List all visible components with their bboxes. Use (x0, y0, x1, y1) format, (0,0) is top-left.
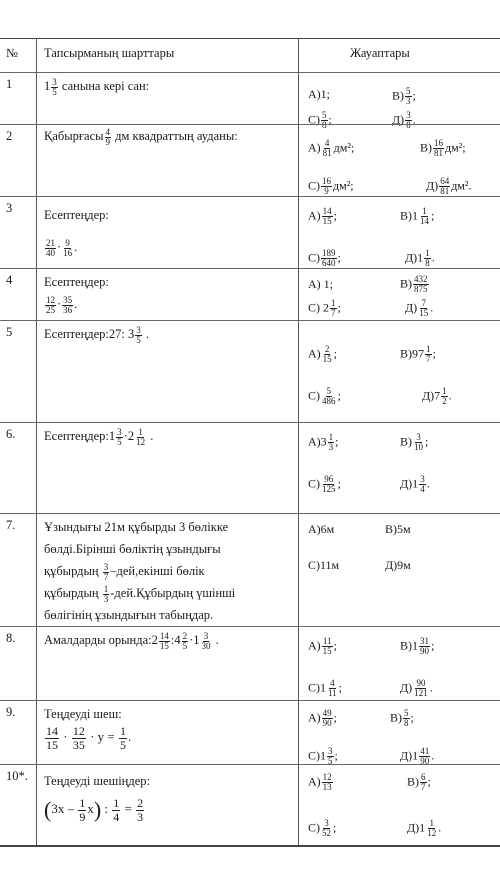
answer-option[interactable]: С)1 $\frac{4}{11}$ ; (308, 678, 343, 698)
task-text: Қабырғасы $\frac{4}{9}$ дм квадраттың ауданы: (44, 126, 238, 147)
table-row (0, 320, 500, 423)
fraction: $\frac{90}{121}$ (414, 678, 428, 698)
answer-option[interactable]: В) $\frac{5}{8}$ ; (390, 708, 414, 728)
fraction: $\frac{31}{90}$ (420, 636, 429, 656)
row-number: 4 (6, 273, 13, 287)
fraction: $\frac{12}{25}$ (46, 294, 55, 315)
fraction: $\frac{5}{8}$ (322, 110, 327, 130)
fraction: $\frac{3}{30}$ (201, 630, 211, 651)
answer-option[interactable]: С)11м (308, 558, 340, 572)
row-number: 3 (6, 201, 13, 215)
fraction: $\frac{5}{8}$ (404, 708, 409, 728)
row-number: 7. (6, 518, 16, 532)
answer-option[interactable]: В)97 $\frac{1}{7}$ ; (400, 344, 436, 364)
fraction: $\frac{41}{90}$ (420, 746, 430, 766)
answer-option[interactable]: С) $\frac{189}{640}$ ; (308, 248, 341, 268)
fraction: $\frac{3}{5}$ (328, 746, 333, 766)
answer-option[interactable]: Д) $\frac{64}{81}$ дм². (426, 176, 472, 196)
answer-option[interactable]: А)1; (308, 87, 330, 101)
fraction: $\frac{6}{7}$ (421, 772, 426, 792)
answer-option[interactable]: С) $\frac{5}{486}$ ; (308, 386, 341, 406)
row-number: 5 (6, 325, 13, 339)
fraction: $\frac{189}{640}$ (322, 248, 336, 268)
fraction: $\frac{16}{9}$ (322, 176, 331, 196)
answer-option[interactable]: С) $\frac{3}{52}$ ; (308, 818, 337, 838)
fraction: $\frac{3}{52}$ (322, 818, 331, 838)
answer-option[interactable]: С) $\frac{5}{8}$ ; (308, 110, 332, 130)
table-row (0, 764, 500, 846)
task-text: Ұзындығы 21м құбырды 3 бөлікке бөлді.Бірінші бөліктің ұзындығы құбырдың $\frac{3}{7}$ –дей,екінші бөлік құбырдың $\frac{1}{3}$ -дей.Құбырдың үшінші бөлігінің ұзындығын табыңдар. (44, 520, 236, 622)
answer-option[interactable]: В)1 $\frac{31}{90}$ ; (400, 636, 435, 656)
fraction: $\frac{4}{81}$ (322, 138, 332, 158)
answer-option[interactable]: Д) $\frac{7}{15}$ . (405, 298, 434, 318)
fraction: $\frac{49}{90}$ (322, 708, 332, 728)
answer-option[interactable]: А) $\frac{49}{90}$ ; (308, 708, 338, 728)
table-row (0, 700, 500, 765)
fraction: $\frac{1}{3}$ (328, 432, 334, 452)
fraction: $\frac{3}{5}$ (136, 324, 141, 345)
answer-option[interactable]: Д)1 $\frac{3}{4}$ . (400, 474, 430, 494)
fraction: $\frac{1}{7}$ (426, 344, 431, 364)
table-row (0, 422, 500, 514)
fraction: $\frac{1}{2}$ (442, 386, 447, 406)
answer-option[interactable]: В) $\frac{5}{3}$ ; (392, 86, 416, 106)
fraction: $\frac{12}{13}$ (322, 772, 332, 792)
fraction: $\frac{1}{4}$ (113, 795, 120, 824)
answer-option[interactable]: В)5м (385, 522, 411, 536)
answer-option[interactable]: Д)1 $\frac{41}{90}$ . (400, 746, 435, 766)
task-text: 1 $\frac{3}{5}$ санына кері сан: (44, 76, 150, 97)
header-answers: Жауаптары (350, 46, 410, 60)
answer-option[interactable]: А) $\frac{14}{15}$ ; (308, 206, 338, 226)
fraction: $\frac{64}{81}$ (440, 176, 450, 196)
task-text: Есептеңдер:27: 3 $\frac{3}{5}$ . (44, 324, 150, 345)
fraction: $\frac{5}{3}$ (406, 86, 411, 106)
fraction: $\frac{4}{9}$ (105, 126, 111, 147)
answer-option[interactable]: А) $\frac{11}{15}$ ; (308, 636, 338, 656)
fraction: $\frac{1}{5}$ (120, 724, 127, 752)
fraction: $\frac{3}{8}$ (406, 110, 411, 130)
fraction: $\frac{1}{14}$ (420, 206, 429, 226)
answer-option[interactable]: Д)1 $\frac{1}{8}$ . (405, 248, 435, 268)
row-number: 8. (6, 631, 16, 645)
table-row (0, 196, 500, 269)
fraction: $\frac{1}{8}$ (425, 248, 430, 268)
task-text: Есептеңдер: $\frac{21}{40}$ · $\frac{9}{16}$ . (44, 208, 109, 258)
row-number: 9. (6, 705, 16, 719)
answer-option[interactable]: А) 1; (308, 277, 333, 291)
fraction: $\frac{1}{7}$ (331, 298, 336, 318)
bottom-rule (0, 845, 500, 846)
fraction: $\frac{9}{16}$ (63, 237, 73, 258)
fraction: $\frac{2}{15}$ (322, 344, 332, 364)
fraction: $\frac{11}{15}$ (322, 636, 332, 656)
answer-option[interactable]: С) $\frac{96}{125}$ ; (308, 474, 341, 494)
task-text: Есептеңдер:1 $\frac{3}{5}$ ·2 $\frac{1}{12}$ . (44, 426, 154, 447)
answer-option[interactable]: А) $\frac{4}{81}$ дм²; (308, 138, 355, 158)
fraction: $\frac{14}{15}$ (159, 630, 169, 651)
answer-option[interactable]: В)1 $\frac{1}{14}$ ; (400, 206, 435, 226)
row-number: 1 (6, 77, 13, 91)
answer-option[interactable]: Д) $\frac{3}{8}$ . (392, 110, 416, 130)
fraction: $\frac{1}{3}$ (103, 583, 109, 604)
table-row (0, 513, 500, 627)
fraction: $\frac{2}{5}$ (182, 630, 188, 651)
fraction: $\frac{96}{125}$ (322, 474, 336, 494)
table-row (0, 124, 500, 197)
fraction: $\frac{14}{15}$ (46, 724, 58, 752)
answer-option[interactable]: Д) $\frac{90}{121}$ . (400, 678, 433, 698)
fraction: $\frac{12}{35}$ (72, 724, 85, 752)
answer-option[interactable]: С) $\frac{16}{9}$ дм²; (308, 176, 354, 196)
task-text: Теңдеуді шешіңдер: (3х – $\frac{1}{9}$ х) : $\frac{1}{4}$ = $\frac{2}{3}$ (44, 774, 151, 824)
answer-option[interactable]: С)1 $\frac{3}{5}$ ; (308, 746, 338, 766)
answer-option[interactable]: А)3 $\frac{1}{3}$ ; (308, 432, 339, 452)
fraction: $\frac{5}{486}$ (322, 386, 336, 406)
row-number: 10*. (6, 769, 28, 783)
fraction: $\frac{14}{15}$ (322, 206, 332, 226)
table-row (0, 72, 500, 130)
fraction: $\frac{3}{7}$ (103, 561, 109, 582)
fraction: $\frac{432}{875}$ (414, 274, 428, 294)
table-row (0, 268, 500, 321)
table-row (0, 626, 500, 701)
fraction: $\frac{35}{36}$ (63, 294, 73, 315)
answer-option[interactable]: А) $\frac{2}{15}$ ; (308, 344, 338, 364)
task-text: Амалдарды орында:2 $\frac{14}{15}$ :4 $\frac{2}{5}$ ·1 $\frac{3}{30}$ . (44, 630, 219, 651)
header-task: Тапсырманың шарттары (44, 46, 175, 60)
answer-option[interactable]: Д)9м (385, 558, 411, 572)
answer-option[interactable]: В) $\frac{16}{81}$ дм²; (420, 138, 466, 158)
fraction: $\frac{3}{4}$ (420, 474, 425, 494)
fraction: $\frac{21}{40}$ (46, 237, 55, 258)
answer-option[interactable]: В) $\frac{6}{7}$ ; (407, 772, 431, 792)
fraction: $\frac{1}{9}$ (79, 795, 86, 824)
fraction: $\frac{3}{5}$ (52, 76, 57, 97)
answer-option[interactable]: Д)1 $\frac{1}{12}$ . (407, 818, 442, 838)
answer-option[interactable]: А) $\frac{12}{13}$ (308, 772, 332, 792)
fraction: $\frac{1}{12}$ (427, 818, 437, 838)
fraction: $\frac{4}{11}$ (328, 678, 337, 698)
task-text: Есептеңдер: $\frac{12}{25}$ · $\frac{35}{36}$ . (44, 275, 109, 315)
task-text: Теңдеуді шеш: $\frac{14}{15}$ · $\frac{12}{35}$ · у = $\frac{1}{5}$ . (44, 707, 132, 752)
answer-option[interactable]: Д)7 $\frac{1}{2}$ . (422, 386, 452, 406)
answer-option[interactable]: В) $\frac{432}{875}$ (400, 274, 428, 294)
fraction: $\frac{3}{10}$ (414, 432, 423, 452)
fraction: $\frac{7}{15}$ (419, 298, 429, 318)
fraction: $\frac{1}{12}$ (136, 426, 146, 447)
header-num: № (6, 46, 18, 60)
fraction: $\frac{3}{5}$ (117, 426, 122, 447)
row-number: 6. (6, 427, 16, 441)
answer-option[interactable]: В) $\frac{3}{10}$ ; (400, 432, 429, 452)
answer-option[interactable]: А)6м (308, 522, 335, 536)
fraction: $\frac{16}{81}$ (434, 138, 443, 158)
row-number: 2 (6, 129, 13, 143)
answer-option[interactable]: С) 2 $\frac{1}{7}$ ; (308, 298, 341, 318)
fraction: $\frac{2}{3}$ (137, 795, 144, 824)
